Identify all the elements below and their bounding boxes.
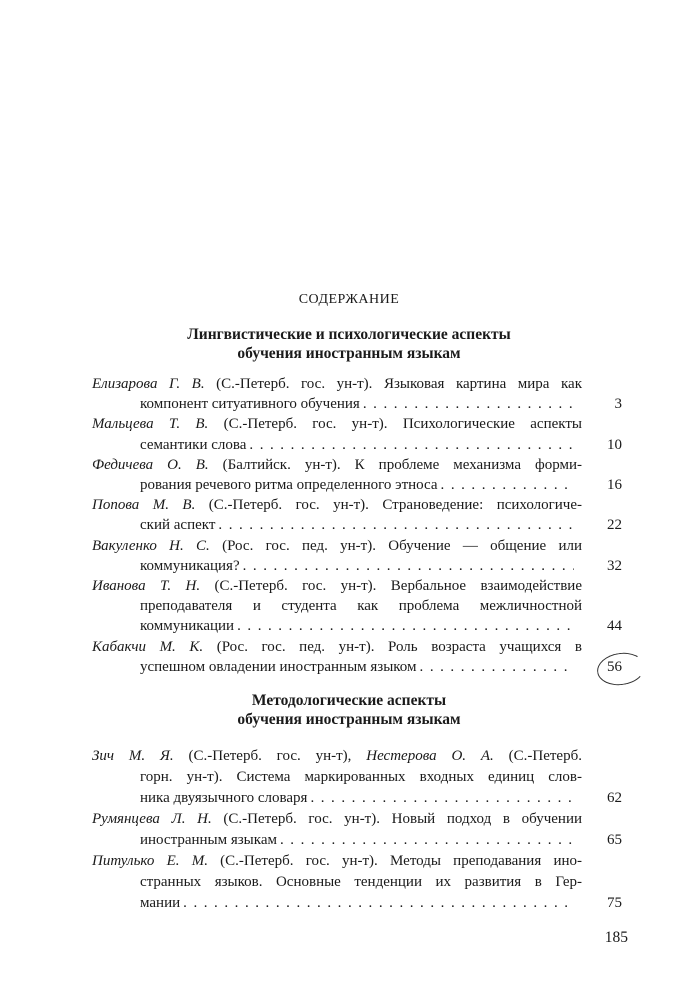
entry-page-number: 10 bbox=[607, 436, 622, 453]
entry-author: Мальцева Т. В. bbox=[92, 416, 209, 433]
section-title-methodological bbox=[0, 691, 698, 729]
toc-entry bbox=[92, 536, 622, 576]
entry-text: (С.-Петерб. гос. ун-т). Вербальное взаимодействие bbox=[200, 578, 582, 595]
entry-text: (С.-Петерб. гос. ун-т). Новый подход в обучении bbox=[211, 811, 583, 828]
entry-title-end: ника двуязычного словаря bbox=[140, 790, 308, 807]
entry-first-line bbox=[92, 809, 582, 830]
entry-text: (С.-Петерб. bbox=[493, 748, 582, 765]
entry-text: (Рос. гос. пед. ун-т). Обучение — общение или bbox=[209, 537, 582, 554]
entry-title-end: мании bbox=[140, 895, 181, 912]
entry-continuation-line: странных языков. Основные тенденции их развития в Гер- bbox=[140, 874, 582, 891]
entry-page-number: 65 bbox=[607, 832, 622, 849]
entry-author: Кабакчи М. К. bbox=[92, 638, 204, 655]
entry-last-line bbox=[92, 556, 622, 576]
entry-last-line bbox=[92, 830, 622, 851]
entry-first-line bbox=[92, 455, 582, 475]
dot-leader bbox=[441, 475, 574, 495]
dot-leader bbox=[420, 657, 574, 677]
contents-heading: СОДЕРЖАНИЕ bbox=[298, 292, 400, 307]
entry-page-number: 32 bbox=[607, 557, 622, 574]
dot-leader bbox=[310, 788, 574, 809]
dot-leader bbox=[237, 616, 574, 636]
entry-title-end: ский аспект bbox=[140, 517, 216, 534]
section-title-line: обучения иностранным языкам bbox=[237, 711, 461, 729]
toc-entry bbox=[92, 809, 622, 851]
entry-author: Федичева О. В. bbox=[92, 456, 209, 473]
entry-title-end: компонент ситуативного обучения bbox=[140, 396, 360, 413]
toc-entry bbox=[92, 495, 622, 535]
section-title-line: Методологические аспекты bbox=[251, 692, 447, 710]
entry-page-number: 75 bbox=[607, 895, 622, 912]
dot-leader bbox=[249, 435, 574, 455]
entry-text: (С.-Петерб. гос. ун-т). Страноведение: психологиче- bbox=[195, 497, 582, 514]
entry-page-number: 44 bbox=[607, 618, 622, 635]
entry-first-line bbox=[92, 536, 582, 556]
entry-text: (С.-Петерб. гос. ун-т). Методы преподавания ино- bbox=[207, 853, 582, 870]
entry-title-end: рования речевого ритма определенного этноса bbox=[140, 477, 438, 494]
entry-title-end: иностранным языкам bbox=[140, 832, 277, 849]
entry-title-end: семантики слова bbox=[140, 436, 247, 453]
entry-first-line bbox=[92, 576, 582, 596]
entry-page-number: 3 bbox=[614, 396, 622, 413]
toc-list-linguistic bbox=[92, 374, 622, 677]
entry-last-line bbox=[92, 616, 622, 636]
entry-page-number: 16 bbox=[607, 477, 622, 494]
entry-page-number: 22 bbox=[607, 517, 622, 534]
entry-author: Елизарова Г. В. bbox=[92, 376, 205, 392]
dot-leader bbox=[280, 830, 574, 851]
entry-text: (С.-Петерб. гос. ун-т), bbox=[173, 748, 367, 765]
entry-text: (С.-Петерб. гос. ун-т). Психологические аспекты bbox=[208, 416, 582, 433]
entry-first-line bbox=[92, 374, 582, 394]
dot-leader bbox=[218, 515, 574, 535]
entry-page-number: 56 bbox=[607, 658, 622, 675]
entry-author: Зич М. Я. bbox=[92, 748, 174, 765]
dot-leader bbox=[183, 893, 574, 914]
entry-author: Нестерова О. А. bbox=[366, 748, 494, 765]
toc-entry bbox=[92, 576, 622, 637]
entry-first-line bbox=[92, 414, 582, 434]
dot-leader bbox=[243, 556, 574, 576]
toc-entry bbox=[92, 637, 622, 677]
entry-last-line bbox=[92, 788, 622, 809]
entry-page-number: 62 bbox=[607, 790, 622, 807]
entry-title-end: успешном овладении иностранным языком bbox=[140, 658, 417, 675]
toc-entry bbox=[92, 851, 622, 914]
entry-title-end: коммуникации bbox=[140, 618, 235, 635]
section-title-linguistic bbox=[0, 325, 698, 363]
entry-first-line bbox=[92, 495, 582, 515]
section-title-line: обучения иностранным языкам bbox=[237, 345, 461, 362]
entry-first-line bbox=[92, 637, 582, 657]
page-number: 185 bbox=[604, 929, 628, 947]
toc-entry bbox=[92, 374, 622, 414]
entry-text: (Рос. гос. пед. ун-т). Роль возраста учащихся в bbox=[203, 638, 582, 655]
entry-author: Вакуленко Н. С. bbox=[92, 537, 210, 554]
entry-last-line bbox=[92, 435, 622, 455]
toc-entry bbox=[92, 455, 622, 495]
entry-first-line bbox=[92, 746, 582, 767]
entry-author: Иванова Т. Н. bbox=[92, 578, 201, 595]
entry-author: Попова М. В. bbox=[92, 497, 196, 514]
section-title-line: Лингвистические и психологические аспекты bbox=[187, 326, 511, 343]
toc-entry bbox=[92, 746, 622, 809]
entry-continuation-line: преподавателя и студента как проблема межличностной bbox=[140, 598, 582, 615]
toc-entry bbox=[92, 414, 622, 454]
entry-last-line bbox=[92, 657, 622, 677]
entry-author: Питулько Е. М. bbox=[92, 853, 208, 870]
entry-last-line bbox=[92, 515, 622, 535]
entry-continuation-line: горн. ун-т). Система маркированных входных единиц слов- bbox=[140, 769, 582, 786]
entry-first-line bbox=[92, 851, 582, 872]
entry-author: Румянцева Л. Н. bbox=[92, 811, 212, 828]
entry-last-line bbox=[92, 475, 622, 495]
entry-title-end: коммуникация? bbox=[140, 557, 240, 574]
entry-text: (С.-Петерб. гос. ун-т). Языковая картина мира как bbox=[204, 376, 583, 392]
entry-text: (Балтийск. ун-т). К проблеме механизма форми- bbox=[208, 456, 582, 473]
toc-list-methodological bbox=[92, 746, 622, 914]
entry-last-line bbox=[92, 893, 622, 914]
dot-leader bbox=[363, 394, 574, 414]
entry-last-line bbox=[92, 394, 622, 414]
